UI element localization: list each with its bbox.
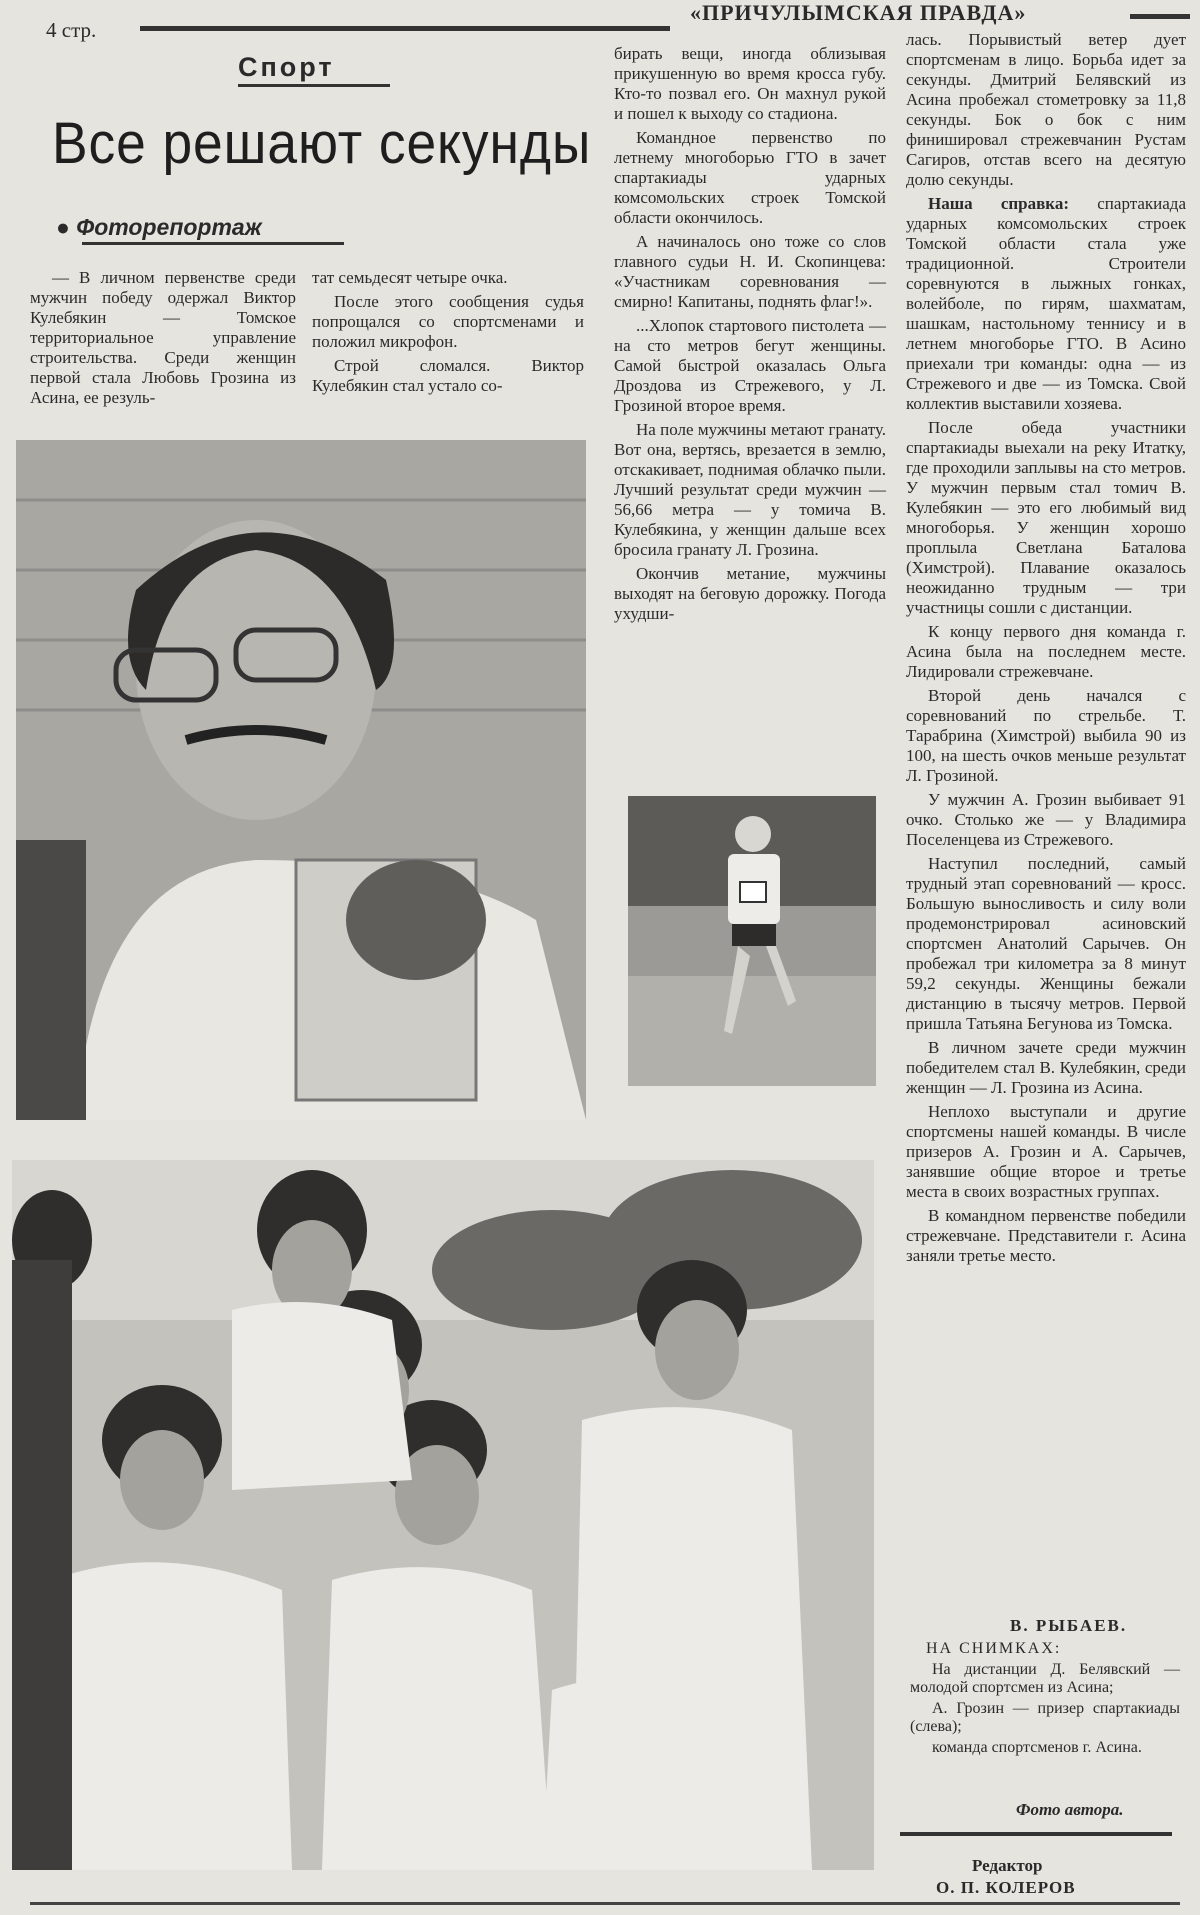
paragraph: ...Хлопок стартового пистолета — на сто метров бегут женщины. Самой быстрой оказалась Ольга Дроздова из Стрежевого, у Л. Грозиной второе время. (614, 316, 886, 415)
article-column-3 (614, 44, 886, 628)
paragraph: Строй сломался. Виктор Кулебякин стал устало со- (312, 356, 584, 395)
section-title: Спорт (238, 52, 335, 82)
captions-title: НА СНИМКАХ: (926, 1640, 1062, 1657)
paragraph: На поле мужчины метают гранату. Вот она, вертясь, врезается в землю, отскакивает, поднимая облачко пыли. Лучший результат среди мужчин — 56,66 метра — у томича В. Кулебякина, у женщин дальше всех бросила гранату Л. Грозина. (614, 420, 886, 559)
masthead: «ПРИЧУЛЫМСКАЯ ПРАВДА» (690, 0, 1027, 25)
portrait-photo-graphic (16, 440, 586, 1120)
paragraph: К концу первого дня команда г. Асина была на последнем месте. Лидировали стрежевчане. (906, 622, 1186, 681)
portrait-photo (16, 440, 586, 1120)
team-photo (12, 1160, 874, 1870)
runner-photo-graphic (628, 796, 876, 1086)
credit-rule (900, 1832, 1172, 1836)
caption-item: А. Грозин — призер спартакиады (слева); (910, 1700, 1180, 1735)
article-column-4 (906, 30, 1186, 1270)
paragraph: Командное первенство по летнему многоборью ГТО в зачет спартакиады ударных комсомольских строек Томской области окончилось. (614, 128, 886, 227)
paragraph: А начиналось оно тоже со слов главного судьи Н. И. Скопинцева: «Участникам соревнования — смирно! Капитаны, поднять флаг!». (614, 232, 886, 311)
paragraph: тат семьдесят четыре очка. (312, 268, 508, 287)
masthead-rule (1130, 14, 1190, 19)
paragraph: В командном первенстве победили стрежевчане. Представители г. Асина заняли третье место. (906, 1206, 1186, 1265)
kicker: ● Фоторепортаж (56, 214, 262, 240)
photo-credit: Фото автора. (1016, 1800, 1124, 1819)
paragraph: У мужчин А. Грозин выбивает 91 очко. Столько же — у Владимира Поселенцева из Стрежевого. (906, 790, 1186, 849)
article-column-1 (30, 268, 296, 412)
kicker-rule (82, 242, 344, 245)
photo-captions (910, 1640, 1180, 1760)
author-signature: В. РЫБАЕВ. (1010, 1616, 1128, 1635)
page-number: 4 стр. (46, 18, 97, 42)
paragraph: Окончив метание, мужчины выходят на беговую дорожку. Погода ухудши- (614, 564, 886, 623)
headline: Все решают секунды (52, 111, 592, 176)
paragraph: Наступил последний, самый трудный этап соревнований — кросс. Большую выносливость и силу воли продемонстрировал асиновский спортсмен Анатолий Сарычев. Он пробежал три километра за 8 минут 59,2 секунды. Женщины бежали дистанцию в тысячу метров. Первой пришла Татьяна Бегунова из Томска. (906, 854, 1186, 1033)
paragraph: После этого сообщения судья попрощался со спортсменами и положил микрофон. (312, 292, 584, 351)
paragraph: лась. Порывистый ветер дует спортсменам в лицо. Борьба идет за секунды. Дмитрий Белявский из Асина пробежал стометровку за 11,8 секунды. Бок о бок с ним финишировал стрежевчанин Рустам Сагиров, отстав всего на десятую долю секунды. (906, 30, 1186, 189)
note-label: Наша справка: (928, 194, 1069, 213)
editor-name: О. П. КОЛЕРОВ (936, 1878, 1076, 1897)
team-photo-graphic (12, 1160, 874, 1870)
caption-item: На дистанции Д. Белявский — молодой спортсмен из Асина; (910, 1661, 1180, 1696)
article-column-2 (312, 268, 584, 400)
bottom-rule (30, 1902, 1180, 1905)
paragraph: Неплохо выступали и другие спортсмены нашей команды. В числе призеров А. Грозин и А. Сарычев, занявшие общие второе и третье места в своих возрастных группах. (906, 1102, 1186, 1201)
runner-photo (628, 796, 876, 1086)
section-rule (238, 84, 390, 87)
paragraph: В личном зачете среди мужчин победителем стал В. Кулебякин, среди женщин — Л. Грозина из Асина. (906, 1038, 1186, 1097)
paragraph: — В личном первенстве среди мужчин победу одержал Виктор Кулебякин — Томское территориальное управление строительства. Среди женщин первой стала Любовь Грозина из Асина, ее резуль- (30, 268, 296, 407)
note-text: спартакиада ударных комсомольских строек Томской области стала уже традиционной. Строители соревнуются в лыжных гонках, волейболе, по гирям, шахматам, шашкам, настольному теннису и в летнем многоборье ГТО. В Асино приехали три команды: одна — из Стрежевого и две — из Томска. Свой коллектив выставили хозяева. (906, 194, 1186, 413)
editor-role: Редактор (972, 1856, 1043, 1875)
note-paragraph (906, 194, 1186, 414)
paragraph: После обеда участники спартакиады выехали на реку Итатку, где проходили заплывы на сто метров. У мужчин первым стал томич В. Кулебякин — это его любимый вид многоборья. У женщин хорошо проплыла Светлана Баталова (Химстрой). Плавание оказалось неожиданно трудным — три участницы сошли с дистанции. (906, 418, 1186, 617)
paragraph: Второй день начался с соревнований по стрельбе. Т. Тарабрина (Химстрой) выбила 90 из 100, на шесть очков меньше результат Л. Грозиной. (906, 686, 1186, 785)
caption-item: команда спортсменов г. Асина. (932, 1739, 1142, 1756)
header-rule (140, 26, 670, 31)
paragraph: бирать вещи, иногда облизывая прикушенную во время кросса губу. Кто-то позвал его. Он махнул рукой и пошел к выходу со стадиона. (614, 44, 886, 123)
